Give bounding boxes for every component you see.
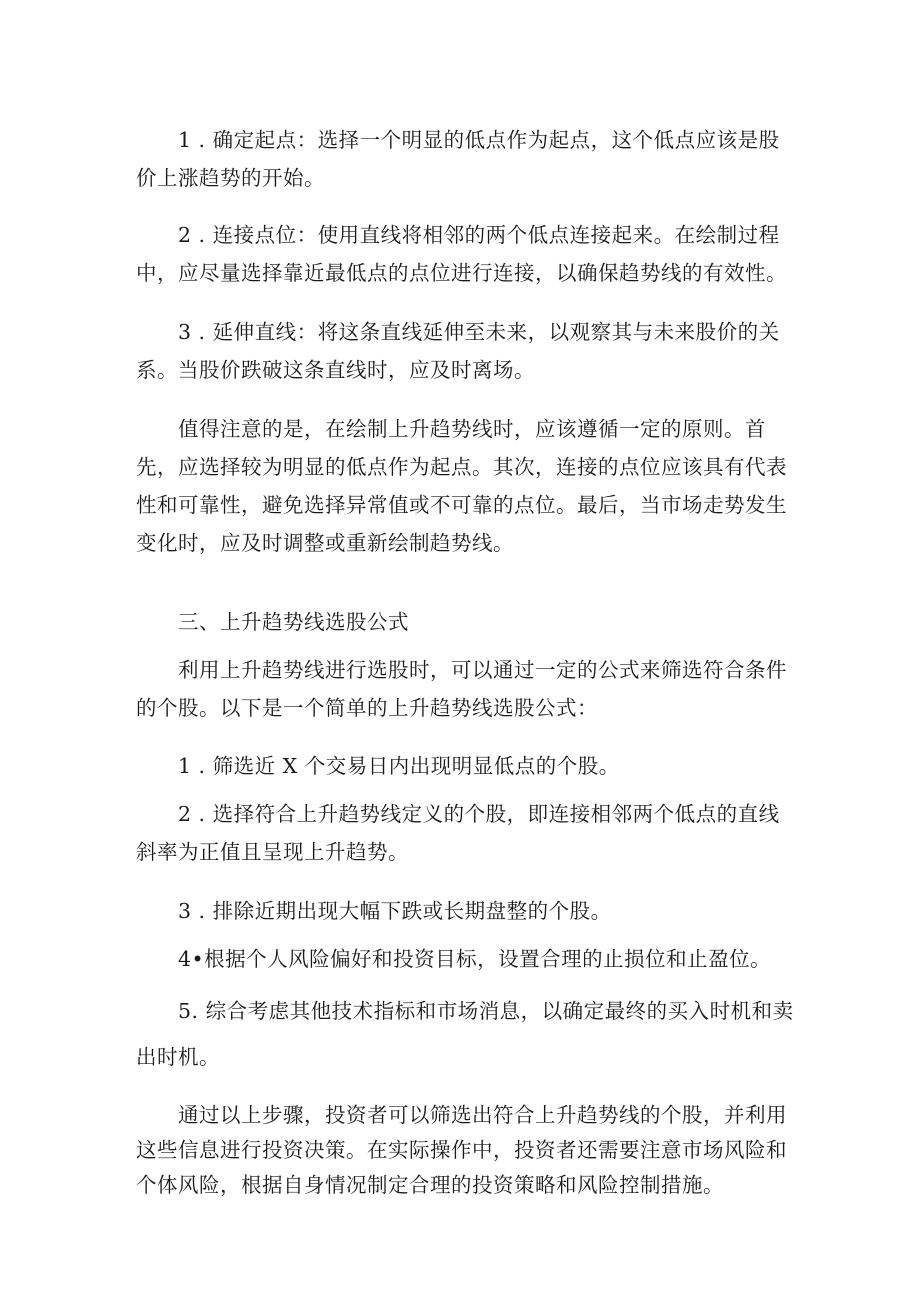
paragraph-step-2 bbox=[136, 216, 796, 292]
paragraph-text: 利用上升趋势线进行选股时，可以通过一定的公式来筛选符合条件的个股。以下是一个简单的上升趋势线选股公式： bbox=[136, 658, 787, 720]
paragraph-text: 值得注意的是，在绘制上升趋势线时，应该遵循一定的原则。首先，应选择较为明显的低点作为起点。其次，连接的点位应该具有代表性和可靠性，避免选择异常值或不可靠的点位。最后，当市场走势发生变化时，应及时调整或重新绘制趋势线。 bbox=[136, 417, 787, 555]
paragraph-formula-4 bbox=[136, 940, 796, 978]
paragraph-text: 2 . 选择符合上升趋势线定义的个股，即连接相邻两个低点的直线斜率为正值且呈现上升趋势。 bbox=[136, 802, 780, 864]
paragraph-formula-intro bbox=[136, 651, 796, 727]
section-heading-text: 三、上升趋势线选股公式 bbox=[178, 610, 409, 634]
paragraph-formula-2 bbox=[136, 795, 796, 871]
paragraph-conclusion bbox=[136, 1098, 796, 1203]
paragraph-text: 3 . 延伸直线：将这条直线延伸至未来，以观察其与未来股价的关系。当股价跌破这条直线时，应及时离场。 bbox=[136, 320, 780, 382]
section-heading bbox=[136, 603, 796, 641]
paragraph-formula-3 bbox=[136, 892, 796, 930]
paragraph-text: 4•根据个人风险偏好和投资目标，设置合理的止损位和止盈位。 bbox=[178, 947, 772, 971]
paragraph-text: 1 . 筛选近 X 个交易日内出现明显低点的个股。 bbox=[178, 754, 620, 778]
paragraph-principles bbox=[136, 410, 796, 562]
paragraph-text: 通过以上步骤，投资者可以筛选出符合上升趋势线的个股，并利用这些信息进行投资决策。在实际操作中，投资者还需要注意市场风险和个体风险，根据自身情况制定合理的投资策略和风险控制措施。 bbox=[136, 1103, 787, 1197]
paragraph-text: 1 . 确定起点：选择一个明显的低点作为起点，这个低点应该是股价上涨趋势的开始。 bbox=[136, 128, 780, 190]
paragraph-text: 3 . 排除近期出现大幅下跌或长期盘整的个股。 bbox=[178, 899, 612, 923]
paragraph-step-3 bbox=[136, 313, 796, 389]
paragraph-formula-5 bbox=[136, 988, 796, 1080]
paragraph-text: 2 . 连接点位：使用直线将相邻的两个低点连接起来。在绘制过程中，应尽量选择靠近最低点的点位进行连接，以确保趋势线的有效性。 bbox=[136, 223, 787, 285]
paragraph-step-1 bbox=[136, 121, 796, 197]
paragraph-formula-1 bbox=[136, 747, 796, 785]
paragraph-text: 5. 综合考虑其他技术指标和市场消息，以确定最终的买入时机和卖出时机。 bbox=[136, 999, 794, 1069]
